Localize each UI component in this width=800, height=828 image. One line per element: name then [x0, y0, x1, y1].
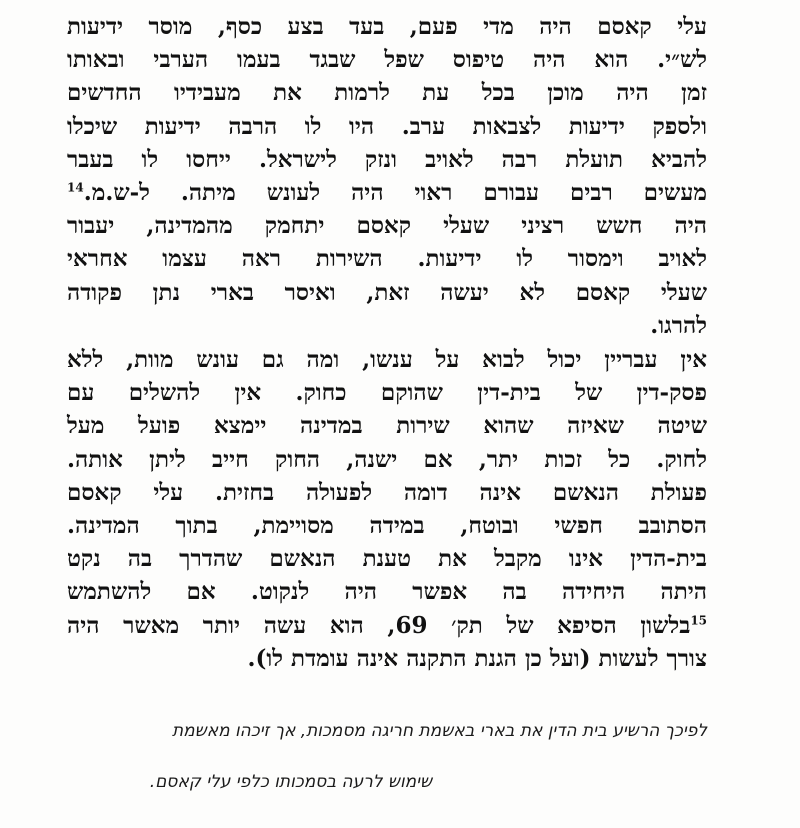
paragraph-2-line: פסק-דין של בית-דין שהוקם כחוק. אין להשלים עם	[67, 379, 707, 407]
paragraph-2-line: פעולת הנאשם אינה דומה לפעולה בחזית. עלי קאסם	[67, 478, 707, 506]
paragraph-1	[67, 10, 707, 342]
paragraph-1-line: להרגו.	[650, 311, 707, 339]
paragraph-1-line: לאויב וימסור לו ידיעות. השירות ראה עצמו אחראי	[67, 245, 707, 273]
paragraph-2-line: היתה היחידה בה אפשר היה לנקוט. אם להשתמש	[67, 578, 707, 606]
paragraph-2-line: הסתובב חפשי ובוטח, במידה מסויימת, בתוך המדינה.	[67, 511, 707, 539]
paragraph-1-line: להביא תועלת רבה לאויב ונזק לישראל. ייחסו לו בעבר	[67, 145, 707, 173]
paragraph-1-line: זמן היה מוכן בכל עת לרמות את מעבידיו החדשים	[67, 79, 707, 107]
footnote-ref: 15	[690, 612, 708, 627]
paragraph-1-line: עלי קאסם היה מדי פעם, בעד בצע כסף, מוסר ידיעות	[67, 13, 708, 40]
paragraph-1-line: ולספק ידיעות לצבאות ערב. היו לו הרבה ידיעות שיכלו	[67, 112, 707, 140]
paragraph-1-line-text: מעשים רבים עבורם ראוי היה לעונש מיתה. ל-ש.מ.	[83, 178, 707, 206]
paragraph-1-line: שעלי קאסם לא יעשה זאת, ואיסר בארי נתן פקודה	[67, 278, 707, 306]
paragraph-2-line-text: בלשון הסיפא של תק׳ 69, הוא עשה יותר מאשר היה	[67, 611, 691, 639]
verdict-line: שימוש לרעה בסמכותו כלפי עלי קאסם.	[149, 772, 432, 792]
paragraph-2-line: בית-הדין אינו מקבל את טענת הנאשם שהדרך בה נקט	[67, 545, 707, 573]
paragraph-2	[67, 343, 707, 675]
paragraph-2-line: צורך לעשות (ועל כן הגנת התקנה אינה עומדת לו).	[247, 644, 707, 672]
footnote-ref: 14	[67, 180, 84, 195]
paragraph-1-line: היה חשש רציני שעלי קאסם יתחמק מהמדינה, יעבור	[67, 212, 707, 240]
paragraph-2-line: לחוק. כל זכות יתר, אם ישנה, החוק חייב ליתן אותה.	[67, 445, 707, 473]
paragraph-2-line: אין עבריין יכול לבוא על ענשו, ומה גם עונש מוות, ללא	[67, 346, 707, 373]
verdict-line: לפיכך הרשיע בית הדין את בארי באשמת חריגה מסמכות, אך זיכהו מאשמת	[171, 721, 707, 741]
paragraph-1-line-with-footnote	[67, 176, 707, 209]
paragraph-1-line: לש״י. הוא היה טיפוס שפל שבגד בעמו הערבי ובאותו	[67, 46, 707, 74]
paragraph-2-line	[67, 609, 707, 642]
paragraph-2-line: שיטה שאיזה שהוא שירות במדינה יימצא פועל מעל	[67, 412, 707, 440]
